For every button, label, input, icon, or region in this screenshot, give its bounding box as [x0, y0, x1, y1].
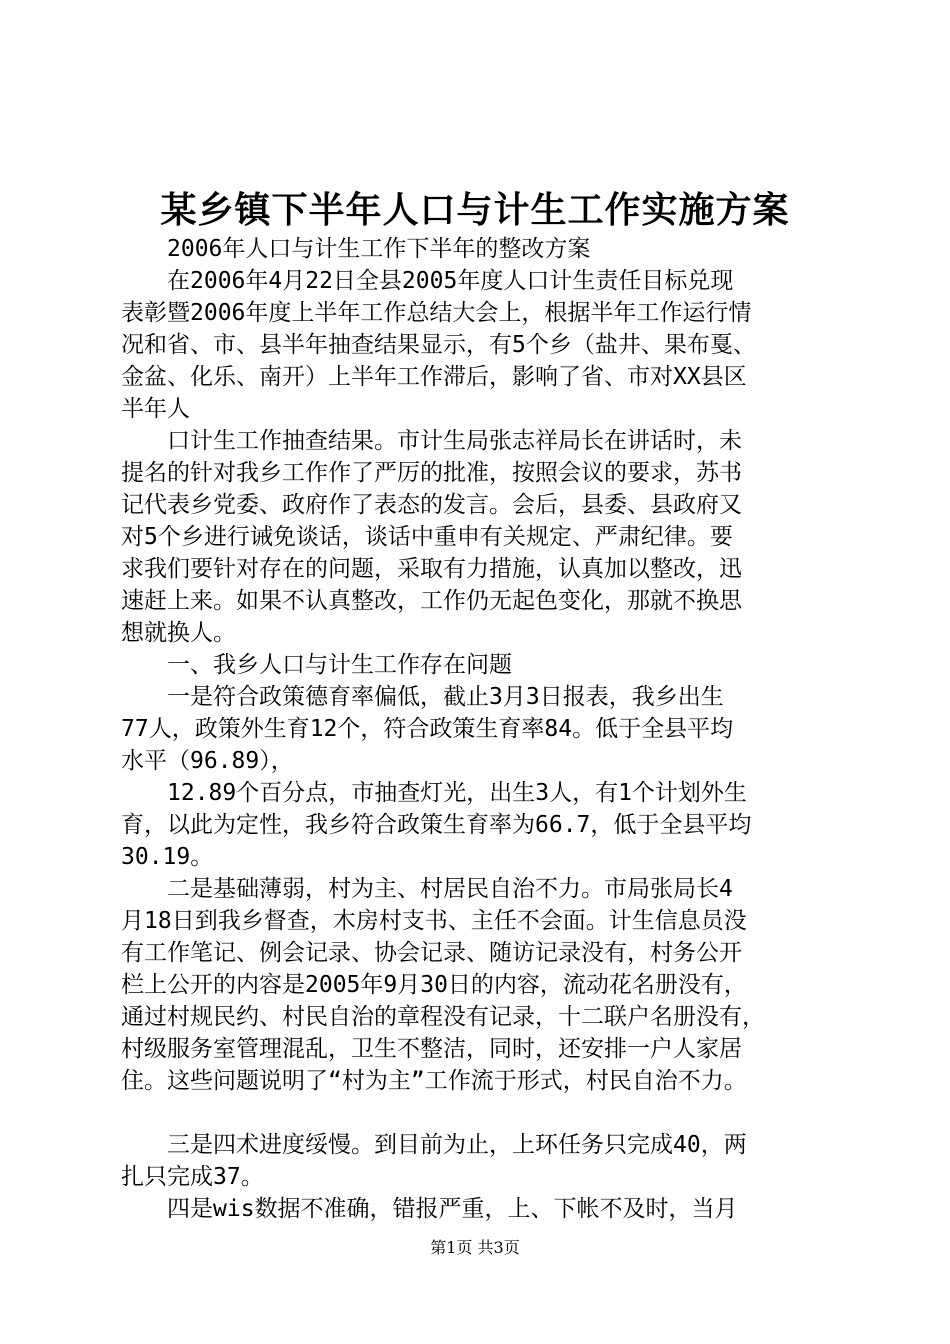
- text-line: 扎只完成37。: [121, 1164, 264, 1190]
- text-line: 在2006年4月22日全县2005年度人口计生责任目标兑现: [121, 268, 734, 294]
- text-line: 村级服务室管理混乱，卫生不整洁，同时，还安排一户人家居: [121, 1036, 742, 1062]
- text-line: 30.19。: [121, 844, 214, 870]
- document-body: [121, 233, 833, 1225]
- text-line: 提名的针对我乡工作作了严厉的批准，按照会议的要求，苏书: [121, 460, 742, 486]
- text-line: 速赶上来。如果不认真整改，工作仍无起色变化，那就不换思: [121, 588, 742, 614]
- text-line: 对5个乡进行诫免谈话，谈话中重申有关规定、严肃纪律。要: [121, 524, 733, 550]
- text-line: 住。这些问题说明了“村为主”工作流于形式，村民自治不力。: [121, 1068, 747, 1094]
- text-line: 况和省、市、县半年抽查结果显示，有5个乡（盐井、果布戛、: [121, 332, 756, 358]
- text-line: 半年人: [121, 396, 190, 422]
- text-line: 口计生工作抽查结果。市计生局张志祥局长在讲话时，未: [121, 428, 742, 454]
- text-line: 2006年人口与计生工作下半年的整改方案: [121, 236, 591, 262]
- document-title: 某乡镇下半年人口与计生工作实施方案: [160, 189, 790, 231]
- text-line: 想就换人。: [121, 620, 236, 646]
- page-footer: 第1页 共3页: [430, 1238, 520, 1257]
- text-line: 三是四术进度绥慢。到目前为止，上环任务只完成40，两: [121, 1132, 747, 1158]
- text-line: 求我们要针对存在的问题，采取有力措施，认真加以整改，迅: [121, 556, 742, 582]
- text-line: 一、我乡人口与计生工作存在问题: [121, 652, 512, 678]
- text-line: 一是符合政策德育率偏低，截止3月3日报表，我乡出生: [121, 684, 724, 710]
- text-line: 金盆、化乐、南开）上半年工作滞后，影响了省、市对XX县区: [121, 364, 747, 390]
- text-line: 记代表乡党委、政府作了表态的发言。会后，县委、县政府又: [121, 492, 742, 518]
- text-line: 四是wis数据不准确，错报严重，上、下帐不及时，当月: [121, 1196, 738, 1222]
- text-line: 表彰暨2006年度上半年工作总结大会上，根据半年工作运行情: [121, 300, 752, 326]
- text-line: 栏上公开的内容是2005年9月30日的内容，流动花名册没有，: [121, 972, 747, 998]
- text-line: 通过村规民约、村民自治的章程没有记录，十二联户名册没有，: [121, 1004, 765, 1030]
- blank-line: [121, 1097, 833, 1129]
- text-line: 二是基础薄弱，村为主、村居民自治不力。市局张局长4: [121, 876, 733, 902]
- text-line: 水平（96.89），: [121, 748, 294, 774]
- text-line: 有工作笔记、例会记录、协会记录、随访记录没有，村务公开: [121, 940, 742, 966]
- text-line: 12.89个百分点，市抽查灯光，出生3人，有1个计划外生: [121, 780, 747, 806]
- text-line: 77人，政策外生育12个，符合政策生育率84。低于全县平均: [121, 716, 734, 742]
- text-line: 育，以此为定性，我乡符合政策生育率为66.7，低于全县平均: [121, 812, 752, 838]
- text-line: 月18日到我乡督查，木房村支书、主任不会面。计生信息员没: [121, 908, 747, 934]
